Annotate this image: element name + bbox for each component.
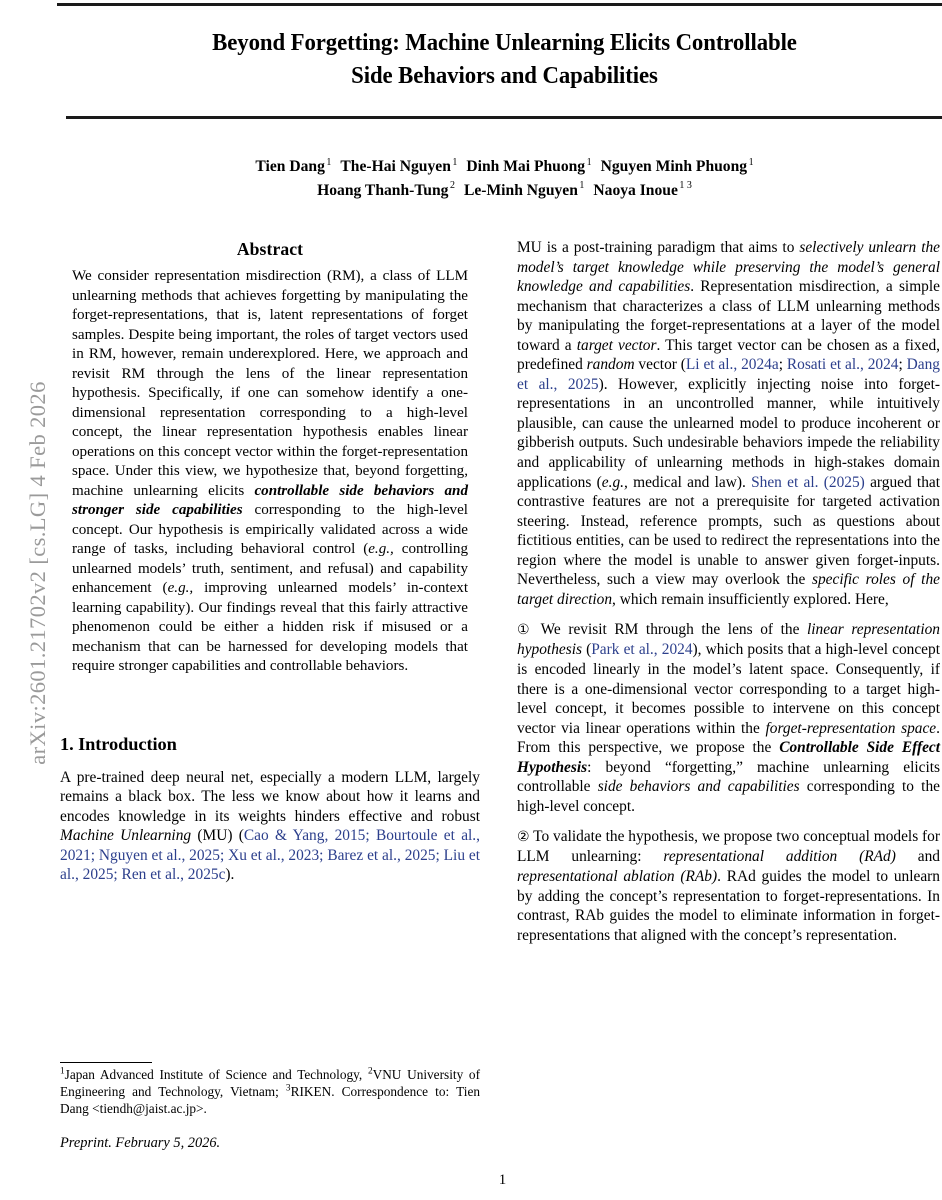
rc2-emphasis-2: forget-representation space [765,719,937,737]
intro-seg-2: (MU) ( [191,827,244,845]
rc3-seg-3: . RAd guides the model to unlearn by adding the concept’s representation to forget-representations. In contrast, RAb guides the model to eliminate information in forget-representations that aligned with the concept’s representation. [517,867,940,944]
intro-paragraph-1 [60,768,480,885]
rc-seg-5: ). However, explicitly injecting noise into forget-representations in an uncontrolled manner, while intuitively plausible, can cause the unlearned model to produce incoherent or gibberish outputs. Such undesirable behaviors impede the reliability and applicability of unlearning methods in high-stakes domain applications ( [517,375,941,491]
introduction-section [60,733,480,885]
rc2-seg-1: We revisit RM through the lens of the [533,620,807,638]
author-entry [464,182,584,199]
author-entry [317,182,455,199]
footnote-rule [60,1062,152,1063]
footnote-marker-3: 3 [285,1083,291,1094]
citation-li-2024a[interactable]: Li et al., 2024a [685,356,779,374]
author-affiliation-marker: 1 [452,156,458,168]
author-entry [593,182,691,199]
citation-group-intro[interactable]: Cao & Yang, 2015; Bourtoule et al., 2021; Nguyen et al., 2025; Xu et al., 2023; Barez et al., 2025; Liu et al., 2025; Ren et al., 2025c [60,827,480,884]
footnote-aff-3: RIKEN. Correspondence to: Tien Dang <tiendh@jaist.ac.jp>. [60,1083,480,1116]
citation-rosati-2024[interactable]: Rosati et al., 2024 [786,356,899,374]
circled-number-2-icon: ② [517,828,530,845]
footnote-marker-2: 2 [367,1066,373,1077]
abstract-seg-2: corresponding to the high-level concept. Our hypothesis is empirically validated across a wide range of tasks, including behavioral control ( [72,502,468,557]
title-rule-bottom [66,116,942,119]
author-affiliation-marker: 1 [586,156,592,168]
footnote-aff-1: Japan Advanced Institute of Science and Technology, [64,1067,368,1083]
footnote-marker-1: 1 [60,1066,65,1077]
footnote-block [60,1062,480,1152]
intro-seg-1: A pre-trained deep neural net, especially a modern LLM, largely remains a black box. The less we know about how it learns and encodes knowledge in its weights hinders effective and robust [60,768,480,825]
abstract-heading: Abstract [236,239,304,259]
page-number: 1 [498,1172,507,1188]
author-name: Hoang Thanh-Tung [317,181,449,199]
title-line-2: Side Behaviors and Capabilities [351,62,658,89]
rc-seg-8: , which remain insufficiently explored. Here, [612,590,889,608]
left-column [60,238,480,885]
right-column [517,238,940,945]
rc-seg-3: . This target vector can be chosen as a fixed, predefined [517,336,941,374]
citation-shen-2025[interactable]: Shen et al. (2025) [751,473,865,491]
author-entry [255,158,331,175]
author-affiliation-marker: 1 3 [679,180,692,192]
abstract-eg-1: e.g., [368,541,394,557]
intro-seg-3: ). [225,866,235,884]
citation-dang-2025[interactable]: Dang et al., 2025 [517,356,940,393]
right-paragraph-1 [517,238,940,609]
author-entry [466,158,591,175]
citation-park-2024[interactable]: Park et al., 2024 [591,641,693,659]
abstract-seg-4: improving unlearned models’ in-context learning capability). Our findings reveal that this fairly attractive phenomenon could be either a hidden risk if misused or a mechanism that can be harnessed for developing models that require stronger capabilities and controllable behaviors. [72,580,469,674]
title-line-1: Beyond Forgetting: Machine Unlearning Elicits Controllable [212,29,797,56]
rc3-emphasis-2: representational ablation (RAb) [517,867,718,885]
rc2-seg-4: . From this perspective, we propose the [517,719,940,757]
author-entry [601,158,754,175]
rc2-seg-3: ), which posits that a high-level concept is encoded linearly in the model’s latent space. Consequently, if there is a one-dimensional vector corresponding to a target high-level concept, it becomes possible to intervene on this concept vector via linear operations within the [517,641,940,737]
rc3-emphasis-1: representational addition (RAd) [663,848,896,866]
abstract-seg-3: controlling unlearned models’ truth, sentiment, and refusal) and capability enhancement ( [72,541,468,596]
author-list [66,155,942,202]
author-name: Tien Dang [255,158,325,175]
rc2-emphasis-3: Controllable Side Effect Hypothesis [517,739,941,776]
author-affiliation-marker: 1 [579,180,585,192]
rc-eg-1: e.g., [601,473,628,491]
rc-seg-4: vector ( [634,356,686,374]
rc-seg-2: . Representation misdirection, a simple mechanism that characterizes a class of LLM unlearning methods by manipulating the forget-representations at a layer of the model toward a [517,278,940,354]
rc3-seg-2: and [895,848,941,866]
rc2-emphasis-4: side behaviors and capabilities [597,778,800,796]
rc-emphasis-2: target vector [576,336,657,354]
rc-emphasis-4: specific roles of the target direction [517,571,940,608]
circled-number-1-icon: ① [517,621,534,638]
author-name: Nguyen Minh Phuong [600,158,748,175]
author-name: Le-Minh Nguyen [463,181,578,199]
rc2-seg-6: corresponding to the high-level concept. [517,778,940,815]
author-affiliation-marker: 1 [326,156,332,168]
rc-semicolon-1: ; [778,356,787,374]
author-row-1 [66,155,942,179]
author-name: Dinh Mai Phuong [466,158,586,175]
rc-emphasis-1: selectively unlearn the model’s target knowledge while preserving the model’s general knowledge and capabilities [517,239,940,296]
section-heading-introduction: 1. Introduction [60,733,177,754]
preprint-notice: Preprint. February 5, 2026. [60,1135,221,1152]
rc2-seg-2: ( [581,641,592,659]
rc2-emphasis-1: linear representation hypothesis [517,620,940,659]
rc-semicolon-2: ; [898,356,907,374]
author-row-2 [66,179,942,203]
arxiv-identifier-stamp: arXiv:2601.21702v2 [cs.LG] 4 Feb 2026 [25,381,50,765]
rc-emphasis-3: random [586,356,635,374]
right-paragraph-3 [517,827,940,945]
rc2-seg-5: : beyond “forgetting,” machine unlearning elicits controllable [517,758,940,796]
author-name: The-Hai Nguyen [340,158,451,175]
author-entry [340,158,457,175]
footnote-affiliations [60,1067,480,1117]
author-affiliation-marker: 2 [449,180,455,192]
paper-title [66,26,942,92]
right-paragraph-2 [517,620,940,816]
rc3-seg-1: To validate the hypothesis, we propose two conceptual models for LLM unlearning: [517,827,940,866]
rc-seg-6: medical and law). [627,473,752,491]
author-affiliation-marker: 1 [748,156,754,168]
rc-seg-1: MU is a post-training paradigm that aims to [517,239,800,256]
abstract-seg-1: We consider representation misdirection (RM), a class of LLM unlearning methods that achieves forgetting by manipulating the forget-representations, that is, latent representations of forget samples. Despite being important, the roles of target vectors used in RM, however, remain underexplored. Here, we approach and revisit RM through the lens of the linear representation hypothesis. Specifically, if one can somehow identify a one-dimensional representation corresponding to a high-level concept, the linear representation hypothesis enables linear operations on this concept vector within the forget-representation space. Under this view, we hypothesize that, beyond forgetting, machine unlearning elicits [72,268,468,499]
author-name: Naoya Inoue [593,181,678,199]
intro-emphasis-1: Machine Unlearning [60,827,192,845]
rc-seg-7: argued that contrastive features are not a prerequisite for targeted activation steering. Instead, reference prompts, such as questions about fictitious entities, can be used to redirect the representations into the region where the model is unable to answer given forget-inputs. Nevertheless, such a view may overlook the [517,473,941,589]
abstract-text [60,267,480,677]
abstract-emphasis-1: controllable side behaviors and stronger side capabilities [72,482,468,518]
header-rule-top [57,3,942,6]
footnote-aff-2: VNU University of Engineering and Technology, Vietnam; [60,1067,480,1099]
abstract-eg-2: e.g., [167,580,194,596]
